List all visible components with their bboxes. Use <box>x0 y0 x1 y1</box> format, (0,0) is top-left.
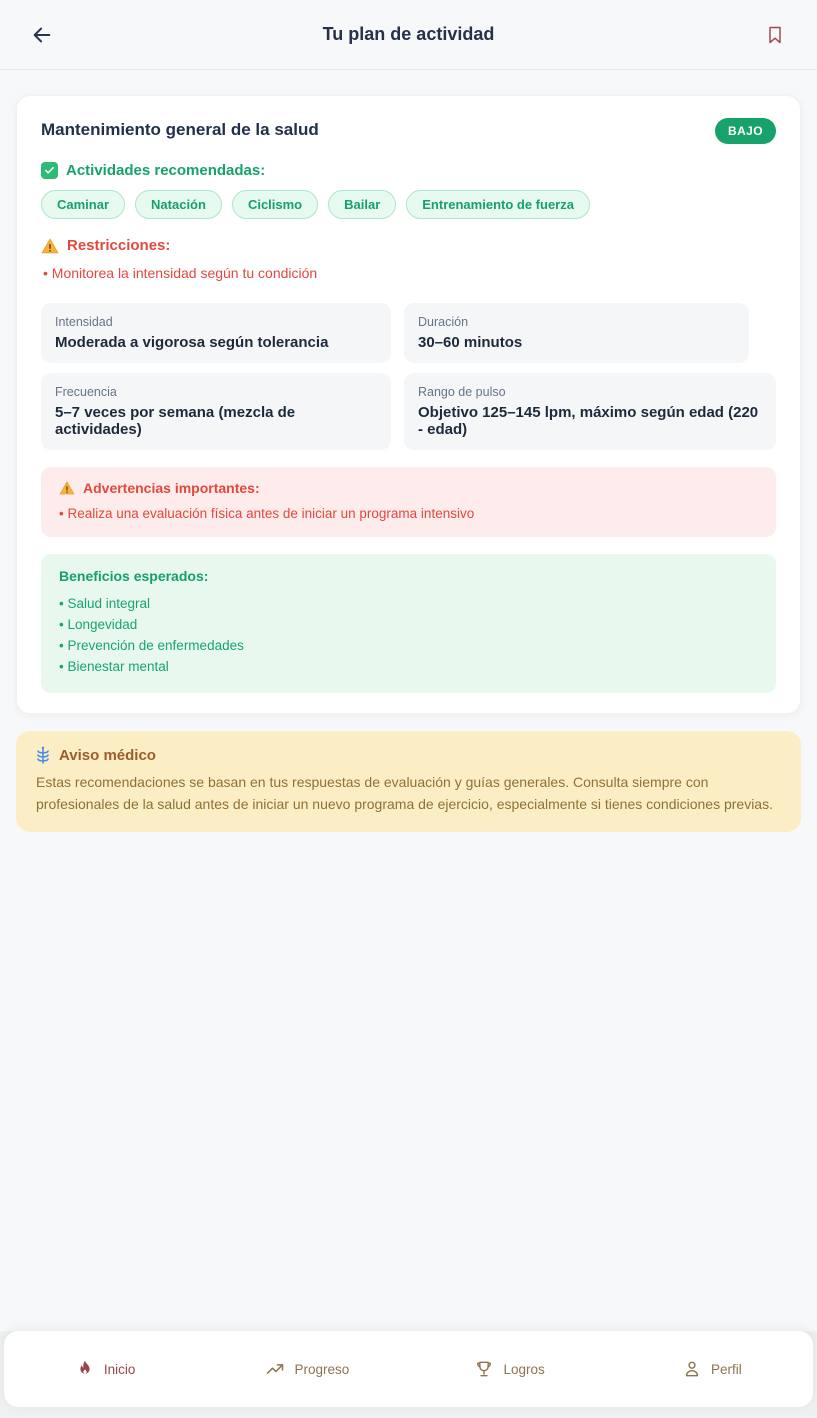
important-warnings-box <box>41 467 776 538</box>
warnings-heading <box>59 480 758 496</box>
metric-value: 30–60 minutos <box>418 333 523 351</box>
warning-icon <box>59 481 75 495</box>
recommended-activities-label: Actividades recomendadas: <box>66 162 266 179</box>
nav-item-inicio[interactable] <box>4 1331 206 1407</box>
risk-level-badge: BAJO <box>715 118 776 144</box>
metric-label: Duración <box>418 314 469 329</box>
metrics-row <box>41 373 776 450</box>
user-icon <box>682 1359 702 1379</box>
metric-value: Moderada a vigorosa según tolerancia <box>55 333 329 351</box>
activity-chip: Caminar <box>41 190 125 219</box>
check-icon <box>41 162 58 179</box>
nav-label: Progreso <box>294 1361 350 1377</box>
plan-title: Mantenimiento general de la salud <box>41 120 319 139</box>
restrictions-list <box>43 264 776 284</box>
restrictions-heading <box>41 237 776 254</box>
recommended-activities-heading <box>41 162 776 179</box>
activity-plan-card <box>16 95 801 714</box>
warnings-label: Advertencias importantes: <box>83 479 260 496</box>
medical-notice-heading <box>36 746 781 764</box>
flame-icon <box>75 1359 95 1379</box>
medical-notice-box <box>16 731 801 831</box>
metric-intensity <box>41 303 391 363</box>
benefit-item: • Prevención de enfermedades <box>59 635 758 656</box>
bottom-navigation <box>0 1331 817 1418</box>
medical-notice-label: Aviso médico <box>59 746 156 764</box>
metric-value: Objetivo 125–145 lpm, máximo según edad (220 - edad) <box>418 403 759 438</box>
app-header <box>0 0 817 70</box>
metric-duration <box>404 303 749 363</box>
activity-chip: Bailar <box>328 190 396 219</box>
warning-item: • Realiza una evaluación física antes de iniciar un programa intensivo <box>59 505 758 524</box>
activity-chip: Entrenamiento de fuerza <box>406 190 590 219</box>
plan-card-header <box>41 118 776 144</box>
metric-pulse-range <box>404 373 776 450</box>
benefit-item: • Salud integral <box>59 593 758 614</box>
bottom-nav-bar <box>4 1331 813 1407</box>
main-content <box>0 70 817 1331</box>
nav-label: Inicio <box>103 1361 136 1377</box>
arrow-left-icon <box>31 24 53 46</box>
trending-up-icon <box>265 1359 285 1379</box>
warning-icon <box>41 238 59 254</box>
benefit-item: • Bienestar mental <box>59 656 758 677</box>
nav-item-progreso[interactable] <box>206 1331 408 1407</box>
nav-item-logros[interactable] <box>409 1331 611 1407</box>
bookmark-button[interactable] <box>759 19 791 51</box>
metric-label: Rango de pulso <box>418 384 506 399</box>
benefit-item: • Longevidad <box>59 614 758 635</box>
restrictions-label: Restricciones: <box>67 237 171 254</box>
medical-symbol-icon <box>36 746 50 764</box>
activity-chips <box>41 190 776 219</box>
plan-metrics <box>41 303 776 450</box>
metric-value: 5–7 veces por semana (mezcla de actividades) <box>55 403 296 438</box>
restriction-item: • Monitorea la intensidad según tu condición <box>43 264 776 284</box>
metrics-row <box>41 303 776 363</box>
activity-chip: Natación <box>135 190 222 219</box>
nav-label: Perfil <box>710 1361 742 1377</box>
metric-label: Intensidad <box>55 314 113 329</box>
back-button[interactable] <box>26 19 58 51</box>
page-title: Tu plan de actividad <box>322 24 495 44</box>
metric-frequency <box>41 373 391 450</box>
nav-item-perfil[interactable] <box>611 1331 813 1407</box>
metric-label: Frecuencia <box>55 384 117 399</box>
benefits-heading: Beneficios esperados: <box>59 568 209 585</box>
expected-benefits-box <box>41 554 776 693</box>
trophy-icon <box>474 1359 494 1379</box>
nav-label: Logros <box>503 1361 545 1377</box>
medical-notice-body: Estas recomendaciones se basan en tus respuestas de evaluación y guías generales. Consulta siempre con profesionales de la salud antes de iniciar un nuevo programa de ejercicio, especialmente si tienes condiciones previas. <box>36 774 773 813</box>
bookmark-icon <box>765 24 785 46</box>
activity-chip: Ciclismo <box>232 190 318 219</box>
